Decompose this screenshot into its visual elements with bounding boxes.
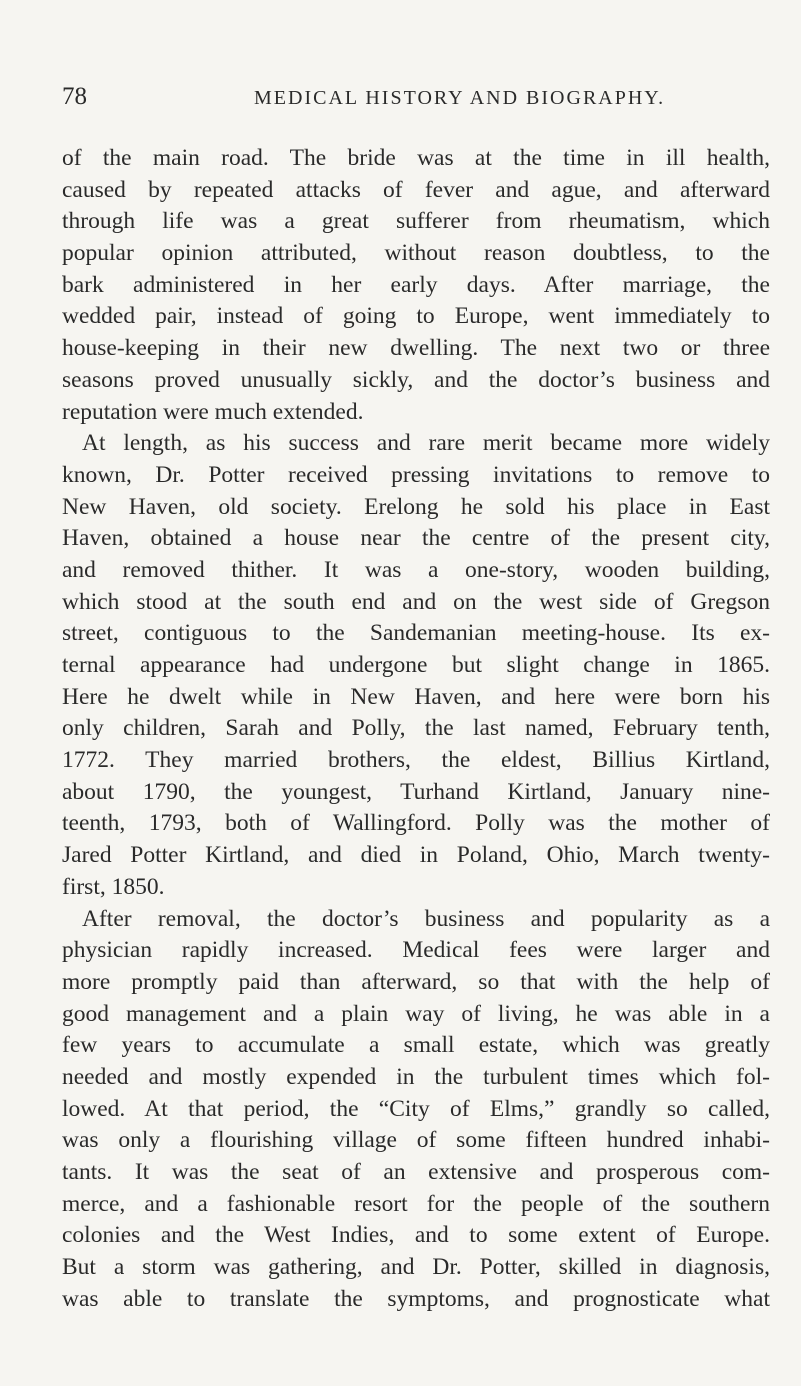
text-line: After removal, the doctor’s business and popularity as a	[82, 905, 770, 932]
body-text	[62, 143, 770, 1315]
text-line: wedded pair, instead of going to Europe, went immediately to	[62, 303, 770, 330]
text-line: bark administered in her early days. After marriage, the	[62, 271, 770, 298]
text-line: good management and a plain way of living, he was able in a	[62, 1000, 770, 1027]
text-line: At length, as his success and rare merit became more widely	[82, 430, 770, 457]
text-line: caused by repeated attacks of fever and ague, and afterward	[62, 176, 770, 203]
text-line: needed and mostly expended in the turbulent times which fol-	[62, 1063, 770, 1090]
text-line: merce, and a fashionable resort for the people of the southern	[62, 1190, 770, 1217]
text-line: was only a flourishing village of some fifteen hundred inhabi-	[62, 1127, 770, 1154]
text-line: Here he dwelt while in New Haven, and here were born his	[62, 683, 770, 710]
running-head: MEDICAL HISTORY AND BIOGRAPHY.	[254, 87, 666, 109]
text-line: popular opinion attributed, without reason doubtless, to the	[62, 240, 770, 267]
text-line: of the main road. The bride was at the time in ill health,	[62, 145, 770, 171]
text-line: lowed. At that period, the “City of Elms,” grandly so called,	[62, 1095, 770, 1122]
text-line: tants. It was the seat of an extensive and prosperous com-	[62, 1159, 770, 1185]
text-line: ternal appearance had undergone but slight change in 1865.	[62, 652, 770, 678]
text-line: street, contiguous to the Sandemanian meeting-house. Its ex-	[62, 620, 770, 647]
text-line: few years to accumulate a small estate, which was greatly	[62, 1032, 770, 1059]
text-line: physician rapidly increased. Medical fees were larger and	[62, 937, 770, 964]
text-line: seasons proved unusually sickly, and the doctor’s business and	[62, 366, 770, 393]
text-line: New Haven, old society. Erelong he sold his place in East	[62, 493, 770, 520]
text-line: 1772. They married brothers, the eldest, Billius Kirtland,	[62, 747, 770, 774]
text-line: was able to translate the symptoms, and prognosticate what	[62, 1285, 770, 1312]
text-line: reputation were much extended.	[62, 398, 364, 425]
text-line: Haven, obtained a house near the centre of the present city,	[62, 525, 770, 552]
text-line: first, 1850.	[62, 873, 165, 900]
text-line: Jared Potter Kirtland, and died in Poland, Ohio, March twenty-	[62, 842, 770, 869]
text-line: and removed thither. It was a one-story, wooden building,	[62, 556, 770, 583]
text-line: teenth, 1793, both of Wallingford. Polly was the mother of	[62, 810, 770, 837]
text-line: only children, Sarah and Polly, the last named, February tenth,	[62, 715, 770, 742]
text-line: colonies and the West Indies, and to some extent of Europe.	[62, 1222, 770, 1249]
page-header	[62, 82, 770, 112]
text-line: But a storm was gathering, and Dr. Potter, skilled in diagnosis,	[62, 1254, 770, 1281]
text-line: more promptly paid than afterward, so that with the help of	[62, 968, 770, 995]
text-line: house-keeping in their new dwelling. The next two or three	[62, 335, 770, 362]
text-line: through life was a great sufferer from rheumatism, which	[62, 208, 770, 235]
page-number: 78	[62, 83, 87, 110]
text-line: about 1790, the youngest, Turhand Kirtland, January nine-	[62, 778, 770, 805]
text-line: known, Dr. Potter received pressing invitations to remove to	[62, 461, 770, 488]
text-line: which stood at the south end and on the west side of Gregson	[62, 588, 770, 615]
